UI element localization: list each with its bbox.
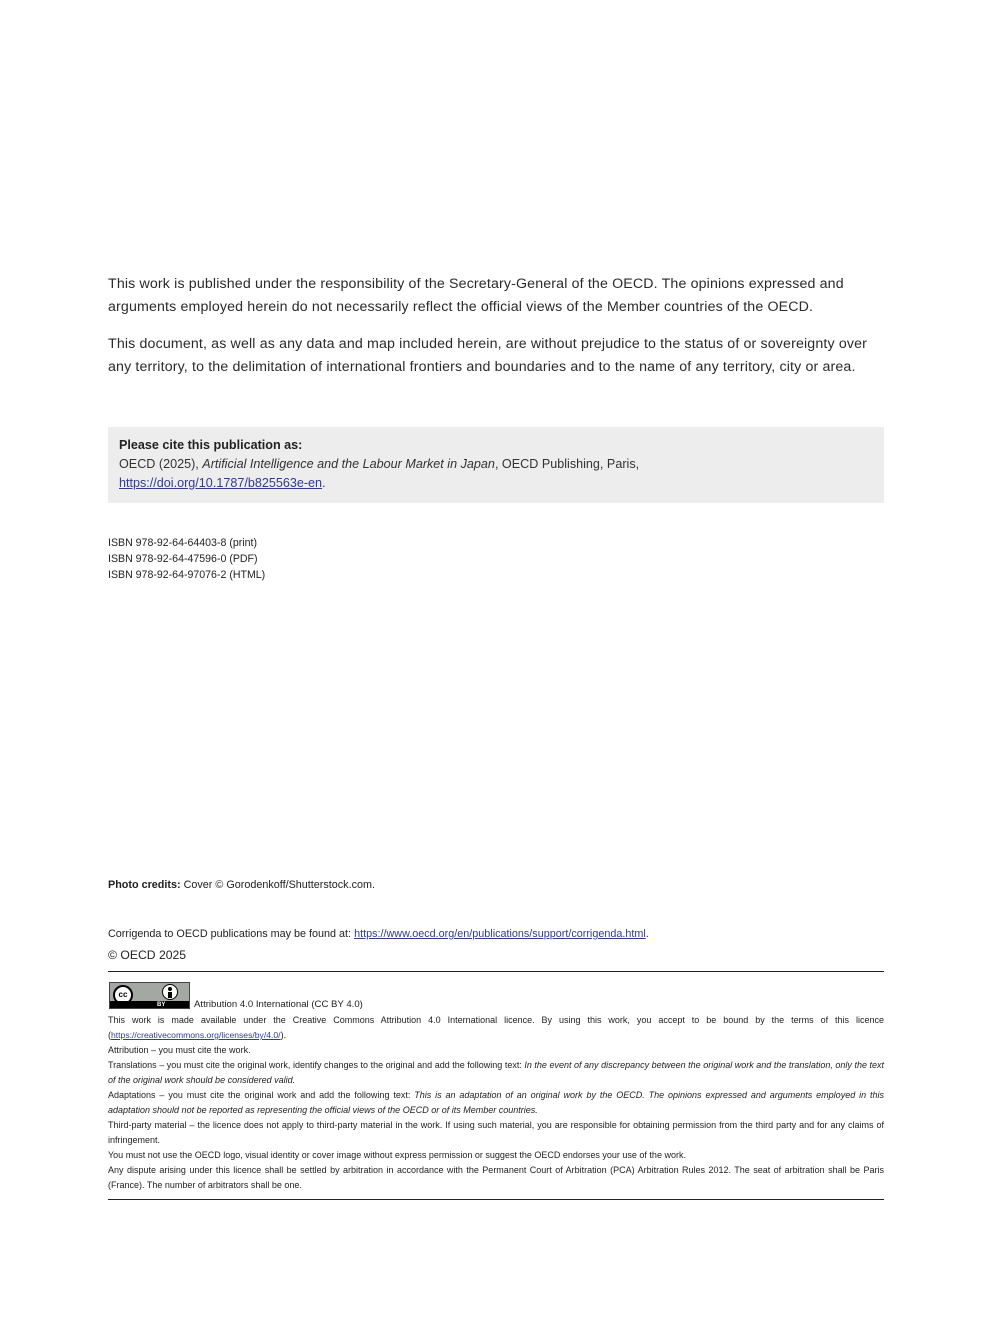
isbn-list <box>108 535 884 583</box>
photo-credits-label: Photo credits: <box>108 879 181 891</box>
corrigenda-line <box>108 927 884 941</box>
citation-suffix: , OECD Publishing, Paris, <box>494 457 640 471</box>
cc-by-badge <box>109 982 190 1009</box>
disclaimer-responsibility: This work is published under the responsibility of the Secretary-General of the OECD. The opinions expressed and arguments employed herein do not necessarily reflect the official views of the Member countries of the OECD. <box>108 276 844 315</box>
copyright: © OECD 2025 <box>108 948 187 962</box>
corrigenda-end: . <box>645 928 649 940</box>
photo-credits <box>108 878 884 892</box>
cc-icon: cc <box>113 985 133 1005</box>
isbn-print: ISBN 978-92-64-64403-8 (print) <box>108 537 257 549</box>
licence-adaptations: Adaptations – you must cite the original work and add the following text: This is an adaptation of an original work by the OECD. The opinions expressed and arguments employed in this adaptation should not be reported as representing the official views of the OECD or of its Member countries. <box>108 1090 884 1115</box>
citation-prefix: OECD (2025), <box>119 457 203 471</box>
corrigenda-link[interactable]: https://www.oecd.org/en/publications/support/corrigenda.html <box>354 928 646 940</box>
corrigenda-text: Corrigenda to OECD publications may be found at: <box>108 928 355 940</box>
divider-top <box>108 971 884 972</box>
isbn-pdf: ISBN 978-92-64-47596-0 (PDF) <box>108 553 258 565</box>
citation-heading: Please cite this publication as: <box>119 438 303 452</box>
licence-dispute: Any dispute arising under this licence shall be settled by arbitration in accordance with the Permanent Court of Arbitration (PCA) Arbitration Rules 2012. The seat of arbitration shall be Paris (France). The number of arbitrators shall be one. <box>108 1165 884 1190</box>
licence-terms <box>108 1013 884 1193</box>
licence-third-party: Third-party material – the licence does not apply to third-party material in the work. If using such material, you are responsible for obtaining permission from the third party and for any claims of infringement. <box>108 1120 884 1145</box>
disclaimer-territory: This document, as well as any data and map included herein, are without prejudice to the status of or sovereignty over any territory, to the delimitation of international frontiers and boundaries and to the name of any territory, city or area. <box>108 336 868 375</box>
divider-bottom <box>108 1199 884 1200</box>
licence-intro: This work is made available under the Creative Commons Attribution 4.0 International licence. By using this work, you accept to be bound by the terms of this licence (https://creativecommons.org/licenses/by/4.0/). <box>108 1015 884 1040</box>
licence-translations: Translations – you must cite the original work, identify changes to the original and add the following text: In the event of any discrepancy between the original work and the translation, only the text of the original work should be considered valid. <box>108 1060 885 1085</box>
isbn-html: ISBN 978-92-64-97076-2 (HTML) <box>108 569 266 581</box>
by-label: BY <box>157 1002 166 1008</box>
licence-attribution: Attribution – you must cite the work. <box>108 1045 251 1055</box>
photo-credits-text: Cover © Gorodenkoff/Shutterstock.com. <box>180 879 375 891</box>
citation-box <box>108 427 884 503</box>
attribution-person-icon <box>162 984 178 1000</box>
doi-link[interactable]: https://doi.org/10.1787/b825563e-en <box>119 476 323 490</box>
citation-text <box>119 455 874 474</box>
citation-end: . <box>322 476 326 490</box>
licence-logo: You must not use the OECD logo, visual identity or cover image without express permission or suggest the OECD endorses your use of the work. <box>108 1150 686 1160</box>
licence-label: Attribution 4.0 International (CC BY 4.0) <box>194 999 363 1010</box>
licence-link[interactable]: https://creativecommons.org/licenses/by/4.0/ <box>111 1030 281 1040</box>
citation-title: Artificial Intelligence and the Labour Market in Japan <box>202 457 495 471</box>
